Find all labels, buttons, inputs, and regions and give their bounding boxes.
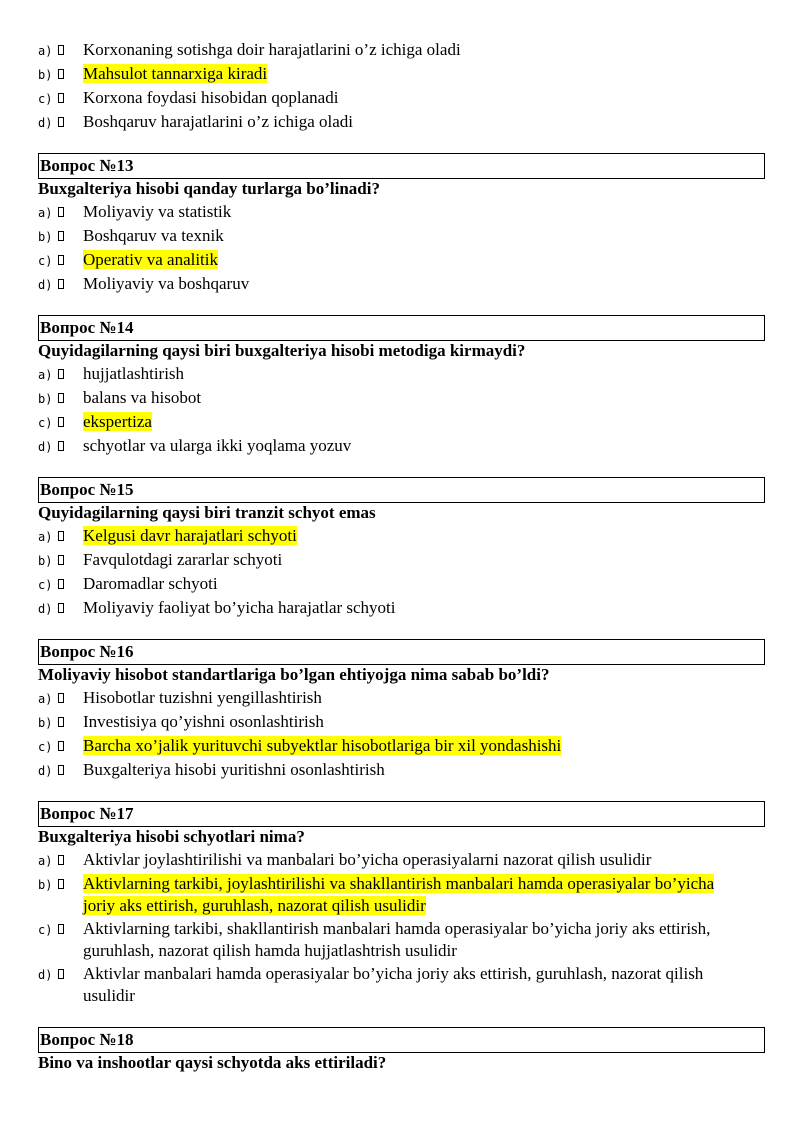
option-text-correct: Aktivlarning tarkibi, joylashtirilishi va shakllantirish manbalari hamda operasiyalar bo’yicha joriy aks ettirish, guruhlash, nazorat qilish usulidir [83,874,715,915]
question-16-option-a [38,687,738,709]
option-text: Boshqaruv harajatlarini o’z ichiga oladi [83,112,354,131]
checkbox-icon [58,369,64,379]
option-text: Daromadlar schyoti [83,574,218,593]
option-text: hujjatlashtirish [83,364,185,383]
option-letter: a) [38,206,53,220]
option-text-correct: Operativ va analitik [83,250,219,269]
question-13-header: Вопрос №13 [38,153,765,179]
option-letter: a) [38,692,53,706]
option-letter: b) [38,230,53,244]
option-letter: c) [38,416,53,430]
option-text-correct: Kelgusi davr harajatlari schyoti [83,526,297,545]
question-14-header: Вопрос №14 [38,315,765,341]
checkbox-icon [58,765,64,775]
question-17-option-c [38,918,738,962]
question-15-option-d [38,597,738,619]
option-text: Buxgalteriya hisobi yuritishni osonlashtirish [83,760,385,779]
checkbox-icon [58,531,64,541]
option-letter: d) [38,440,53,454]
prev-option-a [38,39,738,61]
question-13-option-a [38,201,738,223]
question-16-option-b [38,711,738,733]
checkbox-icon [58,441,64,451]
checkbox-icon [58,603,64,613]
question-16-header: Вопрос №16 [38,639,765,665]
question-13-text: Buxgalteriya hisobi qanday turlarga bo’linadi? [38,179,380,198]
option-text: Moliyaviy faoliyat bo’yicha harajatlar schyoti [83,598,396,617]
question-14-text: Quyidagilarning qaysi biri buxgalteriya hisobi metodiga kirmaydi? [38,341,526,360]
prev-option-b [38,63,738,85]
option-letter: a) [38,530,53,544]
checkbox-icon [58,93,64,103]
checkbox-icon [58,855,64,865]
question-17-header: Вопрос №17 [38,801,765,827]
option-letter: d) [38,968,53,982]
question-13-option-c [38,249,738,271]
question-17-option-a [38,849,738,871]
option-letter: c) [38,92,53,106]
checkbox-icon [58,45,64,55]
checkbox-icon [58,555,64,565]
checkbox-icon [58,717,64,727]
option-text: Aktivlar joylashtirilishi va manbalari bo’yicha operasiyalarni nazorat qilish usulidir [83,850,652,869]
question-17-text: Buxgalteriya hisobi schyotlari nima? [38,827,305,846]
option-text-correct: Mahsulot tannarxiga kiradi [83,64,268,83]
checkbox-icon [58,924,64,934]
option-letter: a) [38,368,53,382]
checkbox-icon [58,969,64,979]
checkbox-icon [58,579,64,589]
option-text: Korxonaning sotishga doir harajatlarini o’z ichiga oladi [83,40,461,59]
option-text: Moliyaviy va statistik [83,202,232,221]
option-letter: b) [38,554,53,568]
option-text: Favqulotdagi zararlar schyoti [83,550,283,569]
question-16-text: Moliyaviy hisobot standartlariga bo’lgan ehtiyojga nima sabab bo’ldi? [38,665,550,684]
option-text: Moliyaviy va boshqaruv [83,274,250,293]
option-text: Boshqaruv va texnik [83,226,224,245]
option-letter: c) [38,923,53,937]
question-16-option-c [38,735,738,757]
option-letter: c) [38,740,53,754]
option-text: Investisiya qo’yishni osonlashtirish [83,712,324,731]
option-letter: c) [38,254,53,268]
checkbox-icon [58,417,64,427]
checkbox-icon [58,231,64,241]
option-letter: b) [38,68,53,82]
option-text: schyotlar va ularga ikki yoqlama yozuv [83,436,352,455]
option-text: Hisobotlar tuzishni yengillashtirish [83,688,322,707]
checkbox-icon [58,741,64,751]
question-15-option-a [38,525,738,547]
question-18-header: Вопрос №18 [38,1027,765,1053]
question-15-text: Quyidagilarning qaysi biri tranzit schyot emas [38,503,376,522]
option-text-correct: ekspertiza [83,412,152,431]
option-letter: d) [38,602,53,616]
question-15-header: Вопрос №15 [38,477,765,503]
question-13-option-b [38,225,738,247]
option-letter: d) [38,278,53,292]
option-text: Aktivlar manbalari hamda operasiyalar bo’yicha joriy aks ettirish, guruhlash, nazorat qilish usulidir [83,964,704,1005]
option-letter: a) [38,44,53,58]
question-17-option-b [38,873,738,917]
option-letter: b) [38,716,53,730]
prev-option-c [38,87,738,109]
option-letter: d) [38,764,53,778]
option-text: balans va hisobot [83,388,202,407]
prev-option-d [38,111,738,133]
option-letter: c) [38,578,53,592]
option-text: Aktivlarning tarkibi, shakllantirish manbalari hamda operasiyalar bo’yicha joriy aks ettirish, guruhlash, nazorat qilish hamda hujjatlashtrish usulidir [83,919,711,960]
checkbox-icon [58,693,64,703]
question-15-option-c [38,573,738,595]
checkbox-icon [58,879,64,889]
checkbox-icon [58,69,64,79]
option-letter: d) [38,116,53,130]
question-17-option-d [38,963,738,1007]
option-text: Korxona foydasi hisobidan qoplanadi [83,88,339,107]
option-letter: b) [38,392,53,406]
checkbox-icon [58,207,64,217]
checkbox-icon [58,393,64,403]
question-16-option-d [38,759,738,781]
option-letter: b) [38,878,53,892]
checkbox-icon [58,279,64,289]
question-14-option-b [38,387,738,409]
option-text-correct: Barcha xo’jalik yurituvchi subyektlar hisobotlariga bir xil yondashishi [83,736,562,755]
checkbox-icon [58,255,64,265]
question-18-text: Bino va inshootlar qaysi schyotda aks ettiriladi? [38,1053,387,1072]
question-13-option-d [38,273,738,295]
checkbox-icon [58,117,64,127]
option-letter: a) [38,854,53,868]
question-14-option-c [38,411,738,433]
question-15-option-b [38,549,738,571]
question-14-option-a [38,363,738,385]
question-14-option-d [38,435,738,457]
